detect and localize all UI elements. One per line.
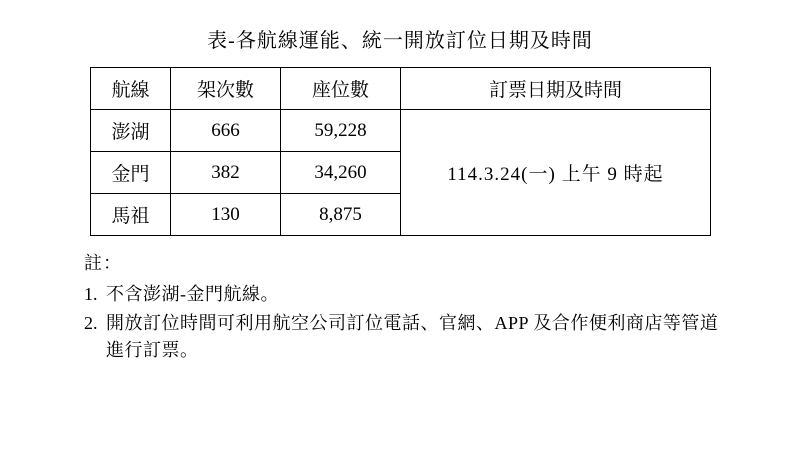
note-number: 1.	[84, 284, 98, 304]
notes-heading: 註：	[84, 253, 122, 273]
table-row	[91, 110, 711, 152]
cell-route: 馬祖	[91, 194, 171, 236]
table-container	[90, 67, 710, 236]
note-text: 開放訂位時間可利用航空公司訂位電話、官網、APP 及合作便利商店等管道進行訂票。	[106, 313, 719, 360]
cell-booking-time: 114.3.24(一) 上午 9 時起	[401, 110, 711, 236]
column-header-flights: 架次數	[171, 68, 281, 110]
list-item	[84, 310, 724, 364]
note-number: 2.	[84, 313, 98, 333]
cell-flights: 130	[171, 194, 281, 236]
document-page	[0, 24, 800, 466]
capacity-table	[90, 67, 711, 236]
column-header-booking: 訂票日期及時間	[401, 68, 711, 110]
cell-route: 金門	[91, 152, 171, 194]
cell-seats: 59,228	[281, 110, 401, 152]
list-item	[84, 281, 724, 308]
page-title: 表-各航線運能、統一開放訂位日期及時間	[207, 30, 593, 52]
cell-flights: 666	[171, 110, 281, 152]
note-text: 不含澎湖-金門航線。	[106, 284, 279, 304]
notes-section	[84, 250, 724, 364]
cell-seats: 8,875	[281, 194, 401, 236]
table-header-row	[91, 68, 711, 110]
cell-seats: 34,260	[281, 152, 401, 194]
cell-flights: 382	[171, 152, 281, 194]
column-header-seats: 座位數	[281, 68, 401, 110]
cell-route: 澎湖	[91, 110, 171, 152]
column-header-route: 航線	[91, 68, 171, 110]
